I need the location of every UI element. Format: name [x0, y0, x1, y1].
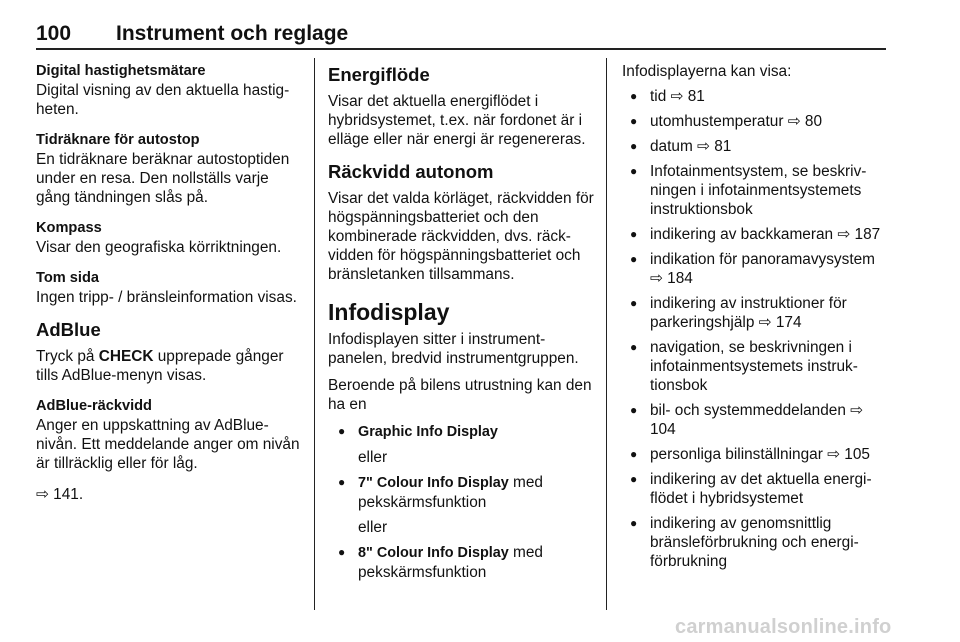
display-options-list	[328, 422, 594, 442]
list-item: ● datum ⇨ 81	[622, 137, 892, 156]
column-divider-2	[606, 58, 607, 610]
section-heading-energy-flow: Energiflöde	[328, 64, 430, 85]
section-heading-adblue-range: AdBlue-räckvidd	[36, 398, 152, 414]
list-item: ● navigation, se beskrivningen i infotainmentsystemets instruk-tionsbok	[622, 338, 892, 395]
list-item: ● tid ⇨ 81	[622, 87, 892, 106]
display-options-list-3	[328, 543, 594, 582]
column-2	[328, 62, 594, 588]
page-header	[36, 16, 886, 50]
page-number: 100	[36, 22, 72, 45]
section-text-autostop-timer: En tidräknare beräknar autostoptiden under en resa. Den nollställs varje gång tändningen slås på.	[36, 151, 290, 206]
section-heading-infodisplay: Infodisplay	[328, 299, 450, 325]
column-divider-1	[314, 58, 315, 610]
list-item: ● Graphic Info Display	[328, 422, 594, 442]
column-1	[36, 62, 302, 516]
section-heading-range: Räckvidd autonom	[328, 161, 494, 182]
section-text-infodisplay: Infodisplayen sitter i instrument-panelen, bredvid instrumentgruppen.	[328, 331, 579, 367]
list-item: ● indikering av genomsnittlig bränsleförbrukning och energi-förbrukning	[622, 514, 892, 571]
list-item: ● utomhustemperatur ⇨ 80	[622, 112, 892, 131]
section-heading-autostop-timer: Tidräknare för autostop	[36, 132, 200, 148]
display-options-list-2	[328, 473, 594, 512]
list-item: ● indikation för panoramavysystem ⇨ 184	[622, 250, 892, 288]
section-text-adblue: Tryck på CHECK upprepade gånger tills AdBlue-menyn visas.	[36, 348, 284, 384]
section-text-empty-page: Ingen tripp- / bränsleinformation visas.	[36, 289, 297, 306]
list-item: ● 7" Colour Info Display med pekskärmsfunktion	[328, 473, 594, 512]
section-text-adblue-range: Anger en uppskattning av AdBlue-nivån. Ett meddelande anger om nivån är tillräcklig eller för låg.	[36, 417, 300, 472]
list-item: ● indikering av instruktioner för parkeringshjälp ⇨ 174	[622, 294, 892, 332]
display-contents-list	[622, 87, 892, 571]
section-text-equipment: Beroende på bilens utrustning kan den ha en	[328, 377, 592, 413]
check-button-label: CHECK	[98, 348, 154, 365]
list-item: ● indikering av backkameran ⇨ 187	[622, 225, 892, 244]
section-heading-empty-page: Tom sida	[36, 270, 99, 286]
or-text: eller	[358, 519, 388, 536]
column-3	[622, 62, 892, 577]
section-text-range: Visar det valda körläget, räckvidden för högspänningsbatteriet och den kombinerade räckvidden, dvs. räck-vidden för högspänningsbatteriet och bränsletanken tillsammans.	[328, 190, 594, 283]
list-item: ● bil- och systemmeddelanden ⇨ 104	[622, 401, 892, 439]
or-text: eller	[358, 449, 388, 466]
section-text-energy-flow: Visar det aktuella energiflödet i hybridsystemet, t.ex. när fordonet är i elläge eller när energi är regenereras.	[328, 93, 586, 148]
list-item: ● indikering av det aktuella energi-flödet i hybridsystemet	[622, 470, 892, 508]
section-heading-adblue: AdBlue	[36, 319, 101, 340]
section-text-compass: Visar den geografiska körriktningen.	[36, 239, 282, 256]
list-intro: Infodisplayerna kan visa:	[622, 63, 792, 80]
section-heading-compass: Kompass	[36, 220, 102, 236]
list-item: ● Infotainmentsystem, se beskriv-ningen i infotainmentsystemets instruktionsbok	[622, 162, 892, 219]
page-reference: ⇨ 141.	[36, 486, 84, 503]
section-heading-digital-speedometer: Digital hastighetsmätare	[36, 63, 206, 79]
list-item: ● 8" Colour Info Display med pekskärmsfunktion	[328, 543, 594, 582]
section-text-digital-speedometer: Digital visning av den aktuella hastig-heten.	[36, 82, 290, 118]
chapter-title: Instrument och reglage	[116, 22, 349, 45]
list-item: ● personliga bilinställningar ⇨ 105	[622, 445, 892, 464]
watermark: carmanualsonline.info	[675, 616, 892, 638]
